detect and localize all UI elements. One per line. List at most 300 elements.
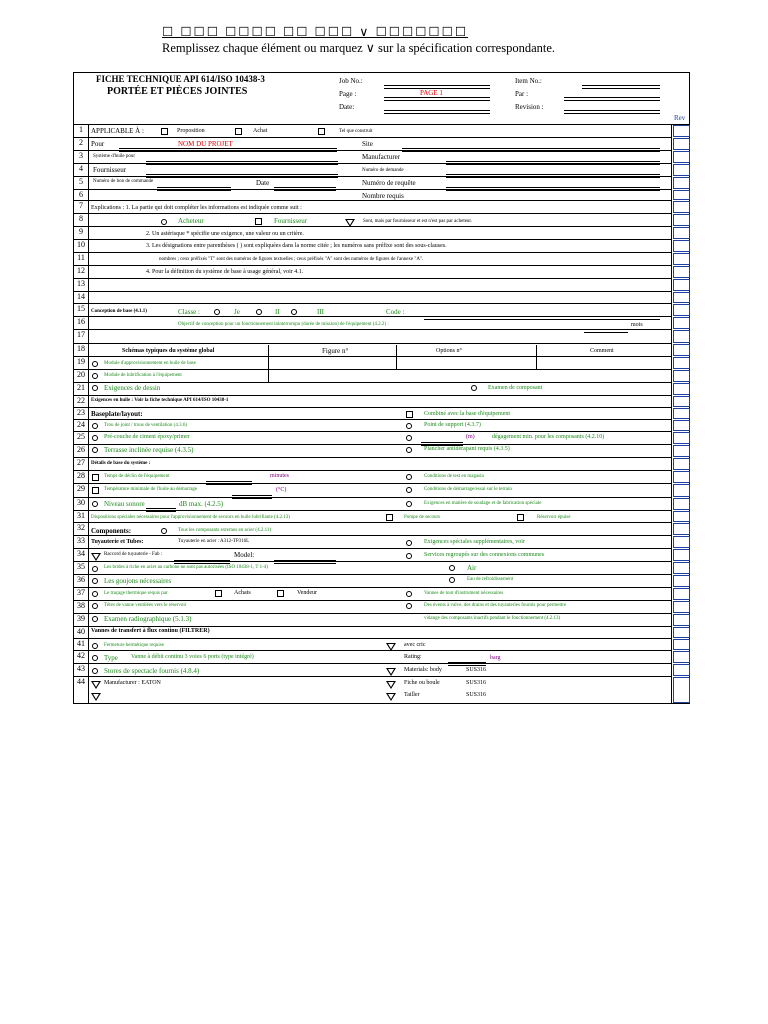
row-number: 8 <box>79 214 83 223</box>
systeme-label: Système d'huile pour <box>93 154 136 159</box>
note-2: 2. Un astérisque * spécifie une exigence, une valeur ou un critère. <box>146 231 304 237</box>
raccord-field[interactable] <box>174 560 230 564</box>
rev-cell[interactable] <box>673 498 690 510</box>
comment-header: Comment <box>590 348 614 354</box>
row20-radio[interactable] <box>92 385 98 391</box>
soudage-radio[interactable] <box>406 501 412 507</box>
row-number: 26 <box>77 445 85 454</box>
row-number: 30 <box>77 498 85 507</box>
avec-cric-label: avec cric <box>404 642 426 648</box>
page-label: Page : <box>339 90 357 98</box>
module-lubrification-label: Module de lubrification à l'équipement <box>104 373 182 378</box>
pour-label: Pour <box>91 140 105 148</box>
row-separator <box>74 431 671 432</box>
module-huile-label: Module d'approvisionnement en huile de base <box>104 361 196 366</box>
materials-value: SUS316 <box>466 667 487 673</box>
revision-label: Revision : <box>515 103 544 111</box>
row-number: 23 <box>77 408 85 417</box>
row-number: 12 <box>77 266 85 275</box>
rev-cell[interactable] <box>673 317 690 329</box>
classe-iii-radio[interactable] <box>291 309 297 315</box>
combine-label: Combiné avec la base d'équipement <box>424 411 511 417</box>
vendeur-label: Vendeur <box>297 590 317 596</box>
conditions-magasin-radio[interactable] <box>406 474 412 480</box>
conception-label: Conception de base (4.1.1) <box>91 309 147 314</box>
tous-composants-label: Tous les composants externes en acier (4.2.11) <box>178 528 272 533</box>
pour-field[interactable] <box>119 148 337 152</box>
row-number: 28 <box>77 471 85 480</box>
materials-label: Materials: body <box>404 667 442 673</box>
pompe-label: Pompe de secours <box>404 515 441 520</box>
row-separator <box>74 600 671 601</box>
item-no-label: Item No.: <box>515 77 542 85</box>
vidange-label: vidange des composants inactifs pendant le fonctionnement (4.2.13) <box>424 616 561 621</box>
tailler-value: SUS316 <box>466 692 487 698</box>
plancher-radio[interactable] <box>406 447 412 453</box>
form-title: FICHE TECHNIQUE API 614/ISO 10438-3 <box>96 74 265 84</box>
rev-cell[interactable] <box>673 458 690 470</box>
row-separator <box>74 252 671 253</box>
rev-cell[interactable] <box>673 190 690 200</box>
classe-label: Classe : <box>178 308 200 316</box>
row-number: 1 <box>79 125 83 134</box>
rev-cell[interactable] <box>673 201 690 213</box>
row-number: 11 <box>77 253 85 262</box>
baseplate-label: Baseplate/layout: <box>91 410 143 418</box>
row-separator <box>74 613 671 614</box>
rating-field[interactable] <box>448 662 486 666</box>
rev-cell[interactable] <box>673 432 690 444</box>
achats-checkbox[interactable] <box>215 590 222 597</box>
vannes-transfert-label: Vannes de transfert à flux continu (FILTRER) <box>91 628 210 634</box>
row-number: 24 <box>77 420 85 429</box>
row-number: 29 <box>77 484 85 493</box>
niveau-sonore-label: Niveau sonore <box>104 500 145 508</box>
instructions-header <box>162 24 555 56</box>
mois-label: mois <box>631 322 643 328</box>
par-label: Par : <box>515 90 529 98</box>
tel-que-construit-label: Tel que construit <box>339 129 373 134</box>
demande-label: Numéro de demande <box>362 168 404 173</box>
examen-composant-label: Examen de composant <box>488 385 543 391</box>
rev-cell[interactable] <box>673 471 690 483</box>
row-separator <box>74 382 671 383</box>
tetes-radio[interactable] <box>92 603 98 609</box>
rev-cell[interactable] <box>673 575 690 587</box>
page-field[interactable] <box>384 97 490 101</box>
row-separator <box>74 369 671 370</box>
rev-cell[interactable] <box>673 151 690 163</box>
services-label: Services regroupés sur des connexions communes <box>424 552 545 558</box>
nombre-requis-label: Nombre requis <box>362 192 404 200</box>
degagement-label: dégagement min. pour les composants (4.2.10) <box>492 434 605 440</box>
tuyauterie-acier-label: Tuyauterie en acier : A312-TP316L <box>178 539 250 544</box>
barg-label: barg <box>490 655 501 661</box>
tuyauterie-label: Tuyauterie et Tubes: <box>91 539 144 545</box>
note-3: 3. Les désignations entre parenthèses ( ) sont expliquées dans la norme citée ; les numéros sans préfixe sont des sous-clauses. <box>146 243 447 249</box>
row-separator <box>74 663 671 664</box>
raccord-label: Raccord de tuyauterie - Fab : <box>104 552 163 557</box>
title-separator <box>74 124 689 125</box>
row-number: 27 <box>77 458 85 467</box>
date-label-row5: Date <box>256 179 270 187</box>
fiche-triangle-icon <box>386 681 396 689</box>
pre-couche-label: Pré-couche de ciment époxy/primer <box>104 434 190 440</box>
fournisseur-legend-label: Fournisseur <box>274 217 308 225</box>
dispositions-label: Dispositions spéciales nécessaires pour l'approvisionnement de secours en huile lubrifiante (4.2.13) <box>91 515 290 520</box>
schemas-header: Schémas typiques du système global <box>122 348 215 354</box>
rev-cell[interactable] <box>673 639 690 650</box>
classe-je-radio[interactable] <box>214 309 220 315</box>
note-3-continued: nombres ; ceux préfixés "T" sont des numéros de figures textuelles ; ceux préfixés "A" sont des numéros de figures de l'annexe "A". <box>159 257 424 262</box>
systeme-field[interactable] <box>146 161 338 165</box>
tracage-radio[interactable] <box>92 591 98 597</box>
row19-radio[interactable] <box>92 373 98 379</box>
requete-label: Numéro de requête <box>362 179 416 187</box>
par-field[interactable] <box>564 97 660 101</box>
fournisseur-label: Fournisseur <box>93 166 127 174</box>
proposition-checkbox[interactable] <box>161 128 168 135</box>
tailler-label: Tailler <box>404 692 420 698</box>
code-label: Code : <box>386 308 405 316</box>
niveau-sonore-field[interactable] <box>146 508 176 512</box>
row-separator <box>74 457 671 458</box>
trou-radio[interactable] <box>92 423 98 429</box>
rev-cell[interactable] <box>673 125 690 137</box>
rev-cell[interactable] <box>673 177 690 189</box>
rev-cell[interactable] <box>673 227 690 239</box>
services-radio[interactable] <box>406 553 412 559</box>
pompe-checkbox[interactable] <box>386 514 393 521</box>
row-number: 32 <box>77 523 85 532</box>
row-separator <box>74 561 671 562</box>
date-label: Date: <box>339 103 355 111</box>
temperature-checkbox[interactable] <box>92 487 99 494</box>
tous-composants-radio[interactable] <box>161 528 167 534</box>
rev-cell[interactable] <box>673 445 690 457</box>
temps-label: Temps de déclin de l'équipement <box>104 474 170 479</box>
row-number: 44 <box>77 677 85 686</box>
radiographique-radio[interactable] <box>92 616 98 622</box>
row-number: 7 <box>79 201 83 210</box>
rev-cell[interactable] <box>673 253 690 265</box>
objectif-label: Objectif de conception pour un fonctionnement ininterrompu (durée de mission) de l'équipement (4.2.2) : <box>178 322 389 327</box>
row-number: 35 <box>77 562 85 571</box>
objectif-field[interactable] <box>584 329 628 333</box>
tetes-label: Têtes de vanne ventilées vers le réservoir <box>104 603 187 608</box>
fiche-label: Fiche ou boule <box>404 680 440 686</box>
legend-note: Sont, mais par fournisseur et est n'est pas par acheteur. <box>363 219 473 224</box>
row-number: 40 <box>77 627 85 636</box>
row-number: 16 <box>77 317 85 326</box>
row-number: 3 <box>79 151 83 160</box>
fournisseur-checkbox[interactable] <box>255 218 262 225</box>
goujons-label: Les goujons nécessaires <box>104 577 172 585</box>
row-separator <box>74 676 671 677</box>
air-radio[interactable] <box>449 565 455 571</box>
details-base-label: Détails de base du système : <box>91 461 151 466</box>
rev-header: Rev <box>674 114 686 122</box>
air-label: Air <box>467 564 477 572</box>
revision-field[interactable] <box>564 110 660 114</box>
nom-du-projet: NOM DU PROJET <box>178 140 233 148</box>
row-separator <box>74 535 671 536</box>
manufacturer-field[interactable] <box>446 161 660 165</box>
rev-cell[interactable] <box>673 562 690 574</box>
rev-cell[interactable] <box>673 279 690 291</box>
rev-cell[interactable] <box>673 601 690 613</box>
combine-checkbox[interactable] <box>406 411 413 418</box>
goujons-radio[interactable] <box>92 578 98 584</box>
rev-column-divider <box>671 124 672 704</box>
row-separator <box>74 522 671 523</box>
rev-cell[interactable] <box>673 396 690 407</box>
options-header: Options n° <box>436 348 462 354</box>
rev-cell[interactable] <box>673 164 690 176</box>
row-number: 19 <box>77 357 85 366</box>
row-number: 22 <box>77 396 85 405</box>
rev-cell[interactable] <box>673 614 690 626</box>
row-separator <box>74 483 671 484</box>
row-number: 43 <box>77 664 85 673</box>
row-number: 34 <box>77 549 85 558</box>
rev-cell[interactable] <box>673 651 690 663</box>
rev-cell[interactable] <box>673 536 690 548</box>
tailler-triangle-icon <box>386 693 396 701</box>
trou-label: Trou de joint / trous de ventilation (4.3.6) <box>104 423 188 428</box>
type-label: Type <box>104 654 118 662</box>
rev-cell[interactable] <box>673 304 690 316</box>
temps-field[interactable] <box>206 481 252 485</box>
reservoir-checkbox[interactable] <box>517 514 524 521</box>
row-number: 13 <box>77 279 85 288</box>
row-number: 6 <box>79 190 83 199</box>
raccord-triangle-icon <box>91 553 101 561</box>
row-number: 14 <box>77 292 85 301</box>
site-label: Site <box>362 140 373 148</box>
row-separator <box>74 419 671 420</box>
vanne-type-value: Vanne à débit continu 3 voies 6 ports (type intégré) <box>131 654 254 660</box>
achats-label: Achats <box>234 590 251 596</box>
rev-cell[interactable] <box>673 292 690 303</box>
plancher-label: Plancher antidérapant requis (4.3.5) <box>424 446 510 452</box>
note-4: 4. Pour la définition du système de base à usage général, voir 4.1. <box>146 269 304 275</box>
row44-triangle-icon <box>91 693 101 701</box>
rev-cell[interactable] <box>673 383 690 395</box>
vannes-instrument-label: Vannes de tout d'instrument nécessaires <box>424 591 504 596</box>
row-separator <box>74 407 671 408</box>
manufacturer-eaton: Manufacturer : EATON <box>104 680 161 686</box>
row-separator <box>74 226 671 227</box>
row-separator <box>74 200 671 201</box>
row-separator <box>74 703 671 704</box>
rev-cell[interactable] <box>673 588 690 600</box>
table-col-2 <box>396 345 397 370</box>
row-number: 25 <box>77 432 85 441</box>
rev-cell[interactable] <box>673 408 690 419</box>
classe-iii-label: III <box>317 308 324 316</box>
rev-cell[interactable] <box>673 357 690 369</box>
manufacturer-triangle-icon <box>91 681 101 689</box>
row-separator <box>74 444 671 445</box>
rev-cell[interactable] <box>673 484 690 497</box>
row-separator <box>74 239 671 240</box>
components-label: Components: <box>91 527 132 535</box>
rev-cell[interactable] <box>673 370 690 382</box>
exigences-huile-label: Exigences en huile : Voir la fiche technique API 614/ISO 10438-1 <box>91 398 229 403</box>
table-col-3 <box>536 345 537 370</box>
job-no-label: Job No.: <box>339 77 363 85</box>
fermeture-label: Fermeture hermétique requise <box>104 643 164 648</box>
eau-label: Eau de refroidissement <box>467 577 514 582</box>
rev-cell[interactable] <box>673 420 690 431</box>
rating-label: Rating: <box>404 654 422 660</box>
row-number: 31 <box>77 511 85 520</box>
row-separator <box>74 638 671 639</box>
tracage-label: Le traçage thermique requis par <box>104 591 168 596</box>
point-support-radio[interactable] <box>406 423 412 429</box>
type-radio[interactable] <box>92 655 98 661</box>
row-separator <box>74 548 671 549</box>
stores-label: Stores de spectacle fournis (4.8.4) <box>104 667 200 675</box>
examen-composant-radio[interactable] <box>471 385 477 391</box>
row-separator <box>74 291 671 292</box>
row-separator <box>74 395 671 396</box>
row-number: 5 <box>79 177 83 186</box>
terrasse-radio[interactable] <box>92 447 98 453</box>
instructions-line-2: Remplissez chaque élément ou marquez ∨ sur la spécification correspondante. <box>162 41 556 55</box>
niveau-sonore-radio[interactable] <box>92 501 98 507</box>
row-separator <box>74 497 671 498</box>
row-separator <box>74 587 671 588</box>
row-number: 2 <box>79 138 83 147</box>
classe-ii-label: II <box>275 308 280 316</box>
manufacturer-label: Manufacturer <box>362 153 401 161</box>
events-radio[interactable] <box>406 603 412 609</box>
row-number: 10 <box>77 240 85 249</box>
demande-field[interactable] <box>446 174 660 178</box>
row-number-column-divider <box>88 124 89 704</box>
figure-header: Figure n° <box>322 347 349 355</box>
triangle-marker-icon <box>345 219 355 227</box>
exigences-speciales-radio[interactable] <box>406 540 412 546</box>
demarrage-radio[interactable] <box>406 487 412 493</box>
rev-cell[interactable] <box>673 266 690 278</box>
row-number: 38 <box>77 601 85 610</box>
brides-label: Les brides à riche en acier au carbone ne sont pas autorisées (ISO 10438-1, T 1-4) <box>104 565 268 570</box>
fournisseur-field[interactable] <box>146 174 338 178</box>
point-support-label: Point de support (4.3.7) <box>424 422 481 428</box>
row-number: 20 <box>77 370 85 379</box>
row18-radio[interactable] <box>92 361 98 367</box>
table-col-1 <box>268 345 269 382</box>
fermeture-radio[interactable] <box>92 643 98 649</box>
row-number: 15 <box>77 304 85 313</box>
rev-cell[interactable] <box>673 344 690 356</box>
rev-cell[interactable] <box>673 240 690 252</box>
db-max-label: dB max. (4.2.5) <box>179 500 224 508</box>
stores-radio[interactable] <box>92 668 98 674</box>
row-number: 39 <box>77 614 85 623</box>
item-no-field[interactable] <box>582 85 660 89</box>
vannes-instrument-radio[interactable] <box>406 591 412 597</box>
row-separator <box>74 470 671 471</box>
conditions-magasin-label: Conditions de test en magasin <box>424 474 484 479</box>
row-number: 37 <box>77 588 85 597</box>
datasheet-form <box>73 72 690 704</box>
requete-field[interactable] <box>446 187 660 191</box>
exigences-dessin-label: Exigences de dessin <box>104 384 161 392</box>
soudage-label: Exigences en matière de soudage et de fabrication spéciale <box>424 501 542 506</box>
degagement-radio[interactable] <box>406 435 412 441</box>
explications-text: Explications : 1. La partie qui doit compléter les informations est indiquée comme suit : <box>91 205 302 211</box>
rev-cell[interactable] <box>673 627 690 638</box>
reservoir-label: Réservoir épuisé <box>537 515 571 520</box>
date-field[interactable] <box>384 110 490 114</box>
row-separator <box>74 213 671 214</box>
model-field[interactable] <box>274 560 336 564</box>
rev-cell[interactable] <box>673 549 690 561</box>
celsius-label: (°C) <box>276 487 287 493</box>
instructions-line-1: ☐ ☐☐☐ ☐☐☐☐ ☐☐ ☐☐☐ ∨ ☐☐☐☐☐☐☐ <box>162 25 469 39</box>
proposition-label: Proposition <box>177 128 205 134</box>
brides-radio[interactable] <box>92 566 98 572</box>
classe-ii-radio[interactable] <box>256 309 262 315</box>
row-separator <box>74 574 671 575</box>
terrasse-label: Terrasse inclinée requise (4.3.5) <box>104 446 194 454</box>
unit-m-label: (m) <box>466 434 475 440</box>
row-separator <box>74 343 671 344</box>
minutes-label: minutes <box>270 473 289 479</box>
page-value: PAGE 1 <box>420 89 443 97</box>
rev-cell[interactable] <box>673 664 690 676</box>
classe-je-label: Je <box>234 308 240 316</box>
rev-cell[interactable] <box>673 677 690 703</box>
tel-que-construit-checkbox[interactable] <box>318 128 325 135</box>
code-field[interactable] <box>424 316 660 320</box>
rev-cell[interactable] <box>673 523 690 535</box>
vendeur-checkbox[interactable] <box>277 590 284 597</box>
row-separator <box>74 137 671 138</box>
achat-label: Achat <box>253 128 268 134</box>
row-separator <box>74 650 671 651</box>
row-number: 4 <box>79 164 83 173</box>
row-number: 18 <box>77 344 85 353</box>
form-subtitle: PORTÉE ET PIÈCES JOINTES <box>107 86 248 97</box>
fiche-value: SUS316 <box>466 680 487 686</box>
temperature-field[interactable] <box>232 495 272 499</box>
acheteur-radio[interactable] <box>161 219 167 225</box>
row-separator <box>74 356 671 357</box>
date-field-row5[interactable] <box>274 187 336 191</box>
row-separator <box>74 278 671 279</box>
row-separator <box>74 265 671 266</box>
temps-checkbox[interactable] <box>92 474 99 481</box>
rev-cell[interactable] <box>673 511 690 522</box>
events-label: Des évents à valve, des drains et des tuyauteries fournis pour permettre <box>424 603 567 608</box>
row-number: 42 <box>77 651 85 660</box>
demarrage-label: Conditions de démarrage/essai sur le terrain <box>424 487 512 492</box>
eau-radio[interactable] <box>449 577 455 583</box>
rev-cell[interactable] <box>673 330 690 343</box>
achat-checkbox[interactable] <box>235 128 242 135</box>
rev-cell[interactable] <box>673 214 690 226</box>
pre-couche-radio[interactable] <box>92 435 98 441</box>
bon-de-commande-field[interactable] <box>157 187 231 191</box>
rev-cell[interactable] <box>673 138 690 150</box>
row-number: 21 <box>77 383 85 392</box>
site-field[interactable] <box>402 148 660 152</box>
